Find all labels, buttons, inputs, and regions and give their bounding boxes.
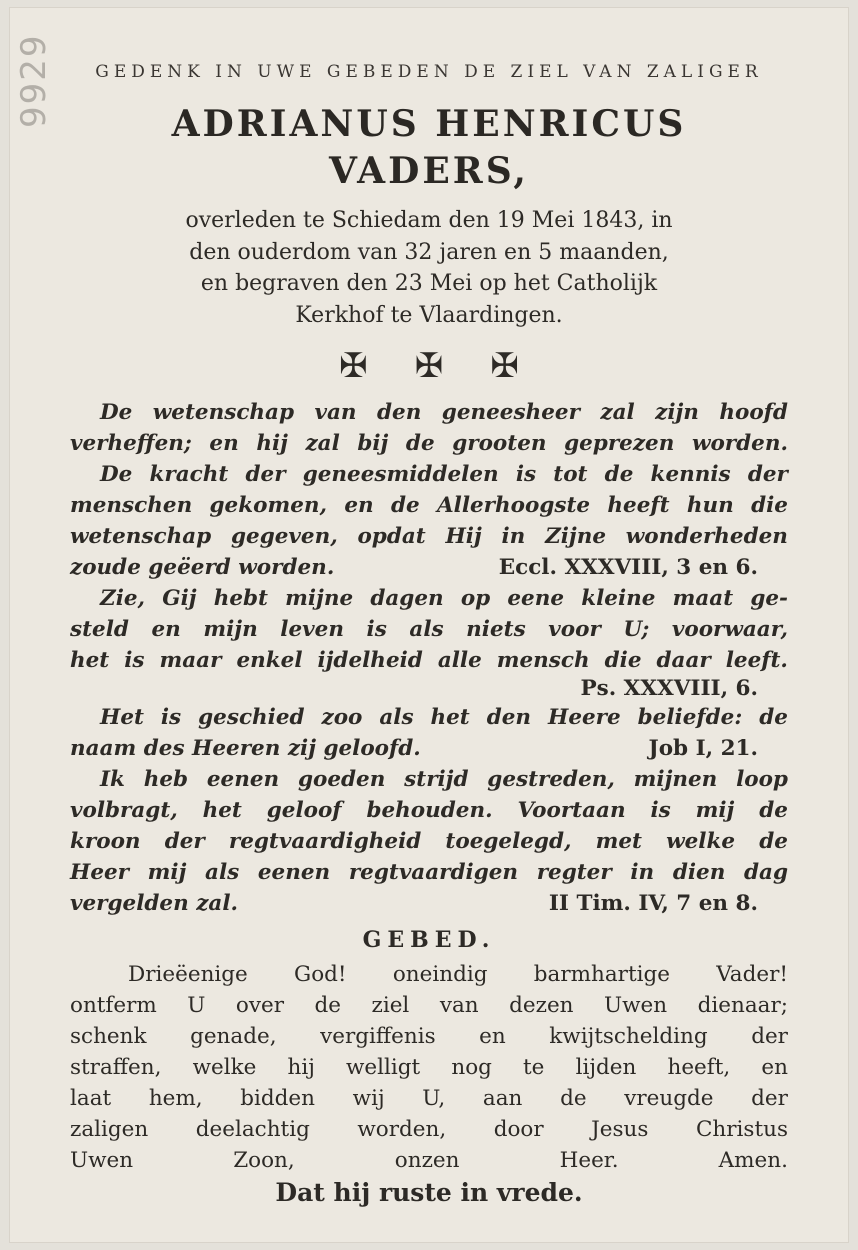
cross-icon: ✠ bbox=[490, 346, 519, 386]
verse-line: Zie, Gij hebt mijne dagen op eene kleine maat ge- bbox=[100, 586, 788, 611]
prayer-line: schenk genade, vergiffenis en kwijtschelding der bbox=[70, 1024, 788, 1049]
verse-line: menschen gekomen, en de Allerhoogste heeft hun die bbox=[70, 493, 788, 518]
verse-text: naam des Heeren zij geloofd. bbox=[70, 736, 421, 761]
header-line: GEDENK IN UWE GEBEDEN DE ZIEL VAN ZALIGER bbox=[95, 62, 763, 82]
death-line-3: en begraven den 23 Mei op het Catholijk bbox=[200, 271, 658, 296]
verse-line: Ik heb eenen goeden strijd gestreden, mijnen loop bbox=[100, 767, 788, 792]
deceased-surname: VADERS, bbox=[329, 150, 529, 192]
cross-icon: ✠ bbox=[339, 346, 368, 386]
closing-line: Dat hij ruste in vrede. bbox=[275, 1178, 583, 1207]
cross-ornaments bbox=[0, 346, 858, 386]
handwritten-number: 9929 bbox=[14, 33, 54, 128]
scripture-reference: Ps. XXXVIII, 6. bbox=[580, 676, 758, 701]
verse-line: wetenschap gegeven, opdat Hij in Zijne wonderheden bbox=[70, 524, 788, 549]
death-line-4: Kerkhof te Vlaardingen. bbox=[295, 303, 563, 328]
verse-line: volbragt, het geloof behouden. Voortaan is mij de bbox=[70, 798, 788, 823]
prayer-line: ontferm U over de ziel van dezen Uwen dienaar; bbox=[70, 993, 788, 1018]
verse-line: Heer mij als eenen regtvaardigen regter in dien dag bbox=[70, 860, 788, 885]
verse-text: vergelden zal. bbox=[70, 891, 239, 916]
prayer-line: Drieëenige God! oneindig barmhartige Vader! bbox=[128, 962, 788, 987]
verse-text: zoude geëerd worden. bbox=[70, 555, 335, 580]
prayer-title: GEBED. bbox=[362, 927, 496, 953]
scripture-reference: Job I, 21. bbox=[648, 736, 758, 761]
verse-line: De kracht der geneesmiddelen is tot de kennis der bbox=[100, 462, 788, 487]
prayer-line: zaligen deelachtig worden, door Jesus Christus bbox=[70, 1117, 788, 1142]
death-line-1: overleden te Schiedam den 19 Mei 1843, in bbox=[185, 208, 673, 233]
cross-icon: ✠ bbox=[414, 346, 444, 386]
scripture-reference: Eccl. XXXVIII, 3 en 6. bbox=[498, 555, 758, 580]
prayer-line: Uwen Zoon, onzen Heer. Amen. bbox=[70, 1148, 788, 1173]
verse-line: steld en mijn leven is als niets voor U; voorwaar, bbox=[70, 617, 788, 642]
verse-line-last bbox=[70, 736, 788, 761]
death-line-2: den ouderdom van 32 jaren en 5 maanden, bbox=[189, 240, 669, 265]
prayer-line: laat hem, bidden wij U, aan de vreugde der bbox=[70, 1086, 788, 1111]
deceased-name: ADRIANUS HENRICUS bbox=[171, 103, 687, 145]
verse-line: kroon der regtvaardigheid toegelegd, met welke de bbox=[70, 829, 788, 854]
verse-line-last bbox=[70, 555, 788, 580]
verse-line: Het is geschied zoo als het den Heere beliefde: de bbox=[100, 705, 788, 730]
verse-line-last bbox=[70, 891, 788, 916]
verse-line: het is maar enkel ijdelheid alle mensch die daar leeft. bbox=[70, 648, 788, 673]
verse-line: verheffen; en hij zal bij de grooten geprezen worden. bbox=[70, 431, 788, 456]
verse-line: De wetenschap van den geneesheer zal zijn hoofd bbox=[100, 400, 788, 425]
prayer-line: straffen, welke hij welligt nog te lijden heeft, en bbox=[70, 1055, 788, 1080]
scripture-reference: II Tim. IV, 7 en 8. bbox=[548, 891, 758, 916]
